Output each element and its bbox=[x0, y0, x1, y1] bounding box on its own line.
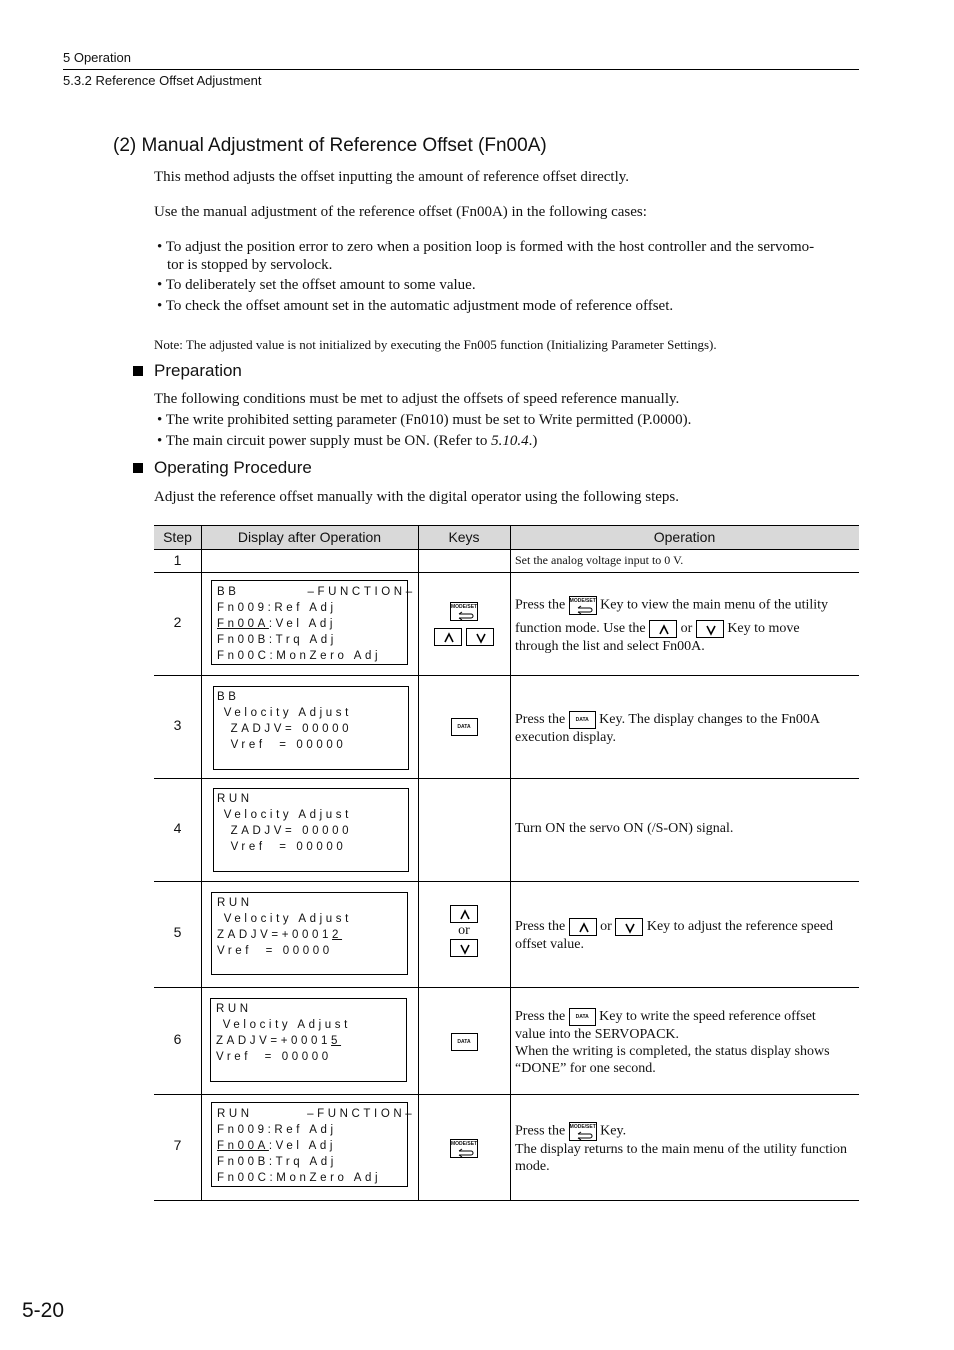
running-header-section: 5.3.2 Reference Offset Adjustment bbox=[63, 73, 262, 88]
case-bullet: • To deliberately set the offset amount to some value. bbox=[157, 277, 476, 293]
keys-group bbox=[418, 1139, 510, 1158]
operation-text: Press the or Key to adjust the reference speed offset value. bbox=[515, 919, 834, 952]
lcd-display: BB –FUNCTION– Fn009:Ref Adj Fn00A:Vel Adj Fn00B:Trq Adj Fn00C:MonZero Adj bbox=[211, 580, 408, 665]
intro-paragraph: This method adjusts the offset inputting the amount of reference offset directly. bbox=[154, 169, 630, 185]
row-divider bbox=[154, 987, 859, 988]
row-divider bbox=[154, 778, 859, 779]
keys-group bbox=[418, 1033, 510, 1051]
lcd-display: RUN Velocity Adjust ZADJV=+00012 Vref = 00000 bbox=[211, 892, 408, 975]
down-arrow-key-icon[interactable] bbox=[466, 628, 494, 646]
col-header-keys: Keys bbox=[448, 529, 480, 545]
lcd-display: RUN Velocity Adjust ZADJV=+00015 Vref = 00000 bbox=[210, 998, 407, 1082]
procedure-text: Adjust the reference offset manually with the digital operator using the following steps. bbox=[154, 489, 680, 505]
step-number: 5 bbox=[173, 924, 182, 940]
keys-group bbox=[418, 718, 510, 736]
header-rule bbox=[63, 69, 859, 70]
lcd-display: RUN Velocity Adjust ZADJV= 00000 Vref = 00000 bbox=[213, 788, 409, 872]
square-bullet-icon bbox=[133, 463, 143, 473]
table-header-row bbox=[154, 525, 859, 550]
col-header-operation: Operation bbox=[653, 529, 716, 545]
operation-text: Press the MODE/SET Key to view the main menu of the utility function mode. Use the or Key to move through the list and select Fn00A. bbox=[515, 597, 829, 654]
row-divider bbox=[154, 1200, 859, 1201]
down-arrow-key-icon bbox=[696, 620, 724, 638]
up-arrow-key-icon[interactable] bbox=[450, 905, 478, 923]
up-arrow-key-icon bbox=[649, 620, 677, 638]
case-bullet: • To adjust the position error to zero when a position loop is formed with the host controller and the servomo- bbox=[157, 239, 815, 255]
up-arrow-key-icon[interactable] bbox=[434, 628, 462, 646]
cross-reference-link[interactable]: 5.10.4 bbox=[491, 433, 529, 449]
keys-group bbox=[418, 905, 510, 957]
operation-text: Set the analog voltage input to 0 V. bbox=[515, 553, 684, 567]
page-number: 5-20 bbox=[22, 1299, 65, 1322]
down-arrow-key-icon[interactable] bbox=[450, 939, 478, 957]
step-number: 2 bbox=[173, 614, 182, 630]
step-number: 7 bbox=[173, 1137, 182, 1153]
row-divider bbox=[154, 675, 859, 676]
preparation-heading: Preparation bbox=[133, 361, 242, 381]
running-header-chapter: 5 Operation bbox=[63, 50, 131, 65]
operation-text: Press the MODE/SET Key. The display returns to the main menu of the utility function mode. bbox=[515, 1123, 848, 1174]
mode-set-key-icon: MODE/SET bbox=[569, 596, 597, 615]
data-key-icon: DATA bbox=[569, 1008, 596, 1026]
section-title: (2) Manual Adjustment of Reference Offset (Fn00A) bbox=[113, 135, 547, 156]
col-header-display: Display after Operation bbox=[237, 529, 382, 545]
procedure-heading: Operating Procedure bbox=[133, 458, 312, 478]
data-key-icon[interactable]: DATA bbox=[451, 1033, 478, 1051]
note: Note: The adjusted value is not initialized by executing the Fn005 function (Initializing Parameter Settings). bbox=[154, 337, 717, 352]
column-divider bbox=[510, 525, 511, 1200]
mode-set-key-icon: MODE/SET bbox=[569, 1122, 597, 1141]
operation-text: Press the DATA Key. The display changes to the Fn00A execution display. bbox=[515, 712, 821, 745]
step-number: 4 bbox=[173, 820, 182, 836]
keys-group bbox=[418, 602, 510, 646]
mode-set-key-icon[interactable]: MODE/SET bbox=[450, 602, 478, 621]
lcd-display: BB Velocity Adjust ZADJV= 00000 Vref = 00000 bbox=[213, 686, 409, 770]
down-arrow-key-icon bbox=[615, 918, 643, 936]
data-key-icon[interactable]: DATA bbox=[451, 718, 478, 736]
or-label: or bbox=[458, 923, 470, 938]
lcd-display: RUN –FUNCTION– Fn009:Ref Adj Fn00A:Vel Adj Fn00B:Trq Adj Fn00C:MonZero Adj bbox=[211, 1102, 408, 1187]
case-bullet-cont: tor is stopped by servolock. bbox=[167, 257, 333, 273]
preparation-bullet: • The main circuit power supply must be ON. (Refer to 5.10.4.) bbox=[157, 433, 538, 449]
step-number: 3 bbox=[173, 717, 182, 733]
row-divider bbox=[154, 881, 859, 882]
row-divider bbox=[154, 572, 859, 573]
operation-text: Turn ON the servo ON (/S-ON) signal. bbox=[515, 821, 734, 836]
square-bullet-icon bbox=[133, 366, 143, 376]
intro-paragraph: Use the manual adjustment of the reference offset (Fn00A) in the following cases: bbox=[154, 204, 647, 220]
col-header-step: Step bbox=[163, 529, 192, 545]
step-number: 1 bbox=[173, 552, 182, 568]
mode-set-key-icon[interactable]: MODE/SET bbox=[450, 1139, 478, 1158]
up-arrow-key-icon bbox=[569, 918, 597, 936]
preparation-text: The following conditions must be met to adjust the offsets of speed reference manually. bbox=[154, 391, 680, 407]
step-number: 6 bbox=[173, 1031, 182, 1047]
preparation-bullet: • The write prohibited setting parameter (Fn010) must be set to Write permitted (P.0000). bbox=[157, 412, 692, 428]
row-divider bbox=[154, 1094, 859, 1095]
column-divider bbox=[201, 525, 202, 1200]
case-bullet: • To check the offset amount set in the automatic adjustment mode of reference offset. bbox=[157, 298, 674, 314]
data-key-icon: DATA bbox=[569, 711, 596, 729]
operation-text: Press the DATA Key to write the speed reference offset value into the SERVOPACK. When the writing is completed, the status display shows “DONE” for one second. bbox=[515, 1009, 830, 1076]
